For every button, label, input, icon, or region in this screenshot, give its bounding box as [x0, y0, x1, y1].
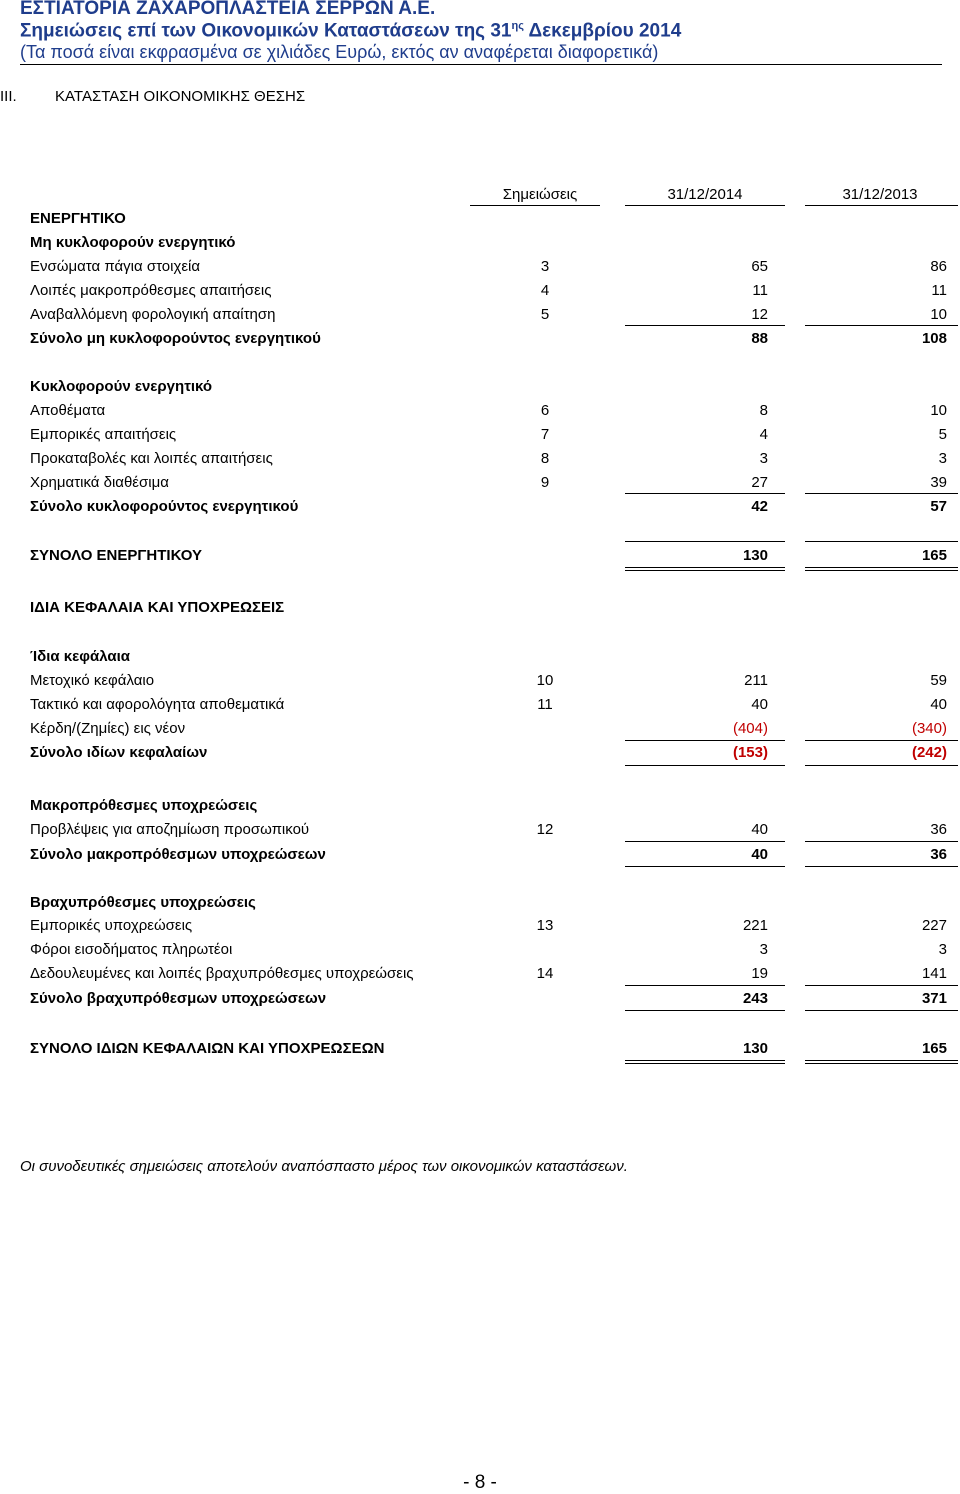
subtotal-line: [805, 1010, 958, 1011]
subtotal-line: [625, 765, 785, 766]
row-value-2014: 211: [744, 672, 768, 689]
subtotal-line: [625, 841, 785, 842]
row-label: Αναβαλλόμενη φορολογική απαίτηση: [30, 306, 276, 323]
statement-row: [0, 647, 960, 667]
statement-row: [0, 1039, 960, 1059]
col-2014-underline: [625, 205, 785, 206]
row-note: 6: [540, 402, 550, 419]
row-label: Αποθέματα: [30, 402, 106, 419]
page-number: - 8 -: [463, 1472, 497, 1493]
row-label: ΕΝΕΡΓΗΤΙΚΟ: [30, 210, 126, 227]
row-value-2013: 36: [930, 846, 947, 863]
row-label: Σύνολο κυκλοφορούντος ενεργητικού: [30, 498, 299, 515]
subtotal-line: [805, 740, 958, 741]
row-note: 7: [540, 426, 550, 443]
row-value-2014: 3: [759, 450, 768, 467]
statement-row: [0, 233, 960, 253]
row-note: 11: [537, 696, 553, 713]
double-total-line: [805, 1060, 958, 1064]
section-title-text: ΚΑΤΑΣΤΑΣΗ ΟΙΚΟΝΟΜΙΚΗΣ ΘΕΣΗΣ: [55, 88, 306, 105]
row-value-2014: 243: [742, 990, 768, 1007]
notes-title: [20, 20, 681, 42]
row-value-2013: 371: [921, 990, 947, 1007]
row-label: Σύνολο βραχυπρόθεσμων υποχρεώσεων: [30, 990, 327, 1007]
row-label: Λοιπές μακροπρόθεσμες απαιτήσεις: [30, 282, 272, 299]
subtotal-line: [625, 493, 785, 494]
statement-row: [0, 425, 960, 445]
statement-row: [0, 449, 960, 469]
statement-row: [0, 281, 960, 301]
column-header-row: [0, 185, 960, 205]
statement-row: [0, 497, 960, 517]
statement-row: [0, 719, 960, 739]
row-note: 13: [536, 917, 554, 934]
subtotal-line: [625, 325, 785, 326]
subtotal-line: [805, 325, 958, 326]
row-value-2013: 141: [921, 965, 947, 982]
row-label: Σύνολο μη κυκλοφορούντος ενεργητικού: [30, 330, 321, 347]
row-value-2013: 108: [921, 330, 947, 347]
row-value-2014: 42: [751, 498, 768, 515]
statement-row: [0, 546, 960, 566]
row-note: 12: [536, 821, 554, 838]
statement-row: [0, 940, 960, 960]
row-label: Δεδουλευμένες και λοιπές βραχυπρόθεσμες υποχρεώσεις: [30, 965, 414, 982]
row-note: 8: [540, 450, 550, 467]
row-value-2013: 10: [930, 402, 947, 419]
row-value-2014: 88: [751, 330, 768, 347]
col-2013: 31/12/2013: [842, 186, 918, 203]
row-note: 3: [540, 258, 550, 275]
row-label: Σύνολο ιδίων κεφαλαίων: [30, 744, 208, 761]
statement-row: [0, 305, 960, 325]
row-label: ΙΔΙΑ ΚΕΦΑΛΑΙΑ ΚΑΙ ΥΠΟΧΡΕΩΣΕΙΣ: [30, 599, 285, 616]
row-value-2014: (153): [732, 744, 768, 761]
section-number: III.: [0, 88, 17, 105]
double-total-line: [625, 1060, 785, 1064]
statement-row: [0, 695, 960, 715]
row-value-2014: 3: [759, 941, 768, 958]
statement-row: [0, 796, 960, 816]
company-name: ΕΣΤΙΑΤΟΡΙΑ ΖΑΧΑΡΟΠΛΑΣΤΕΙΑ ΣΕΡΡΩΝ Α.Ε.: [20, 0, 436, 19]
row-label: Σύνολο μακροπρόθεσμων υποχρεώσεων: [30, 846, 326, 863]
row-value-2013: 5: [938, 426, 947, 443]
row-value-2014: 65: [751, 258, 768, 275]
row-value-2013: 11: [931, 282, 947, 299]
row-value-2013: 39: [930, 474, 947, 491]
row-label: Τακτικό και αφορολόγητα αποθεματικά: [30, 696, 285, 713]
row-value-2014: 8: [759, 402, 768, 419]
row-value-2013: 165: [921, 547, 947, 564]
row-value-2014: 130: [742, 547, 768, 564]
row-value-2014: 221: [742, 917, 768, 934]
row-label: Κέρδη/(Ζημίες) εις νέον: [30, 720, 186, 737]
statement-row: [0, 257, 960, 277]
row-value-2014: 27: [751, 474, 768, 491]
notes-title-pre: Σημειώσεις επί των Οικονομικών Καταστάσεων της 31: [20, 20, 512, 42]
notes-title-sup: ης: [511, 20, 524, 32]
row-value-2013: 165: [921, 1040, 947, 1057]
row-note: 4: [540, 282, 550, 299]
total-line: [805, 541, 958, 542]
row-label: Φόροι εισοδήματος πληρωτέοι: [30, 941, 233, 958]
row-value-2013: (340): [911, 720, 947, 737]
total-line: [625, 541, 785, 542]
statement-row: [0, 845, 960, 865]
statement-row: [0, 743, 960, 763]
row-label: Μετοχικό κεφάλαιο: [30, 672, 155, 689]
subtotal-line: [805, 866, 958, 867]
col-notes-underline: [470, 205, 600, 206]
row-label: Χρηματικά διαθέσιμα: [30, 474, 169, 491]
statement-row: [0, 671, 960, 691]
statement-row: [0, 598, 960, 618]
row-value-2014: 40: [751, 821, 768, 838]
row-label: ΣΥΝΟΛΟ ΙΔΙΩΝ ΚΕΦΑΛΑΙΩΝ ΚΑΙ ΥΠΟΧΡΕΩΣΕΩΝ: [30, 1040, 385, 1057]
row-value-2014: 40: [751, 696, 768, 713]
row-value-2013: 36: [930, 821, 947, 838]
subtotal-line: [625, 740, 785, 741]
row-value-2013: 86: [930, 258, 947, 275]
row-value-2014: 11: [752, 282, 768, 299]
statement-row: [0, 209, 960, 229]
row-note: 9: [540, 474, 550, 491]
row-value-2013: 3: [938, 941, 947, 958]
footer-note: Οι συνοδευτικές σημειώσεις αποτελούν αναπόσπαστο μέρος των οικονομικών καταστάσεων.: [20, 1158, 628, 1175]
subtotal-line: [805, 493, 958, 494]
row-label: Ενσώματα πάγια στοιχεία: [30, 258, 201, 275]
row-value-2014: 40: [751, 846, 768, 863]
row-label: Μακροπρόθεσμες υποχρεώσεις: [30, 797, 258, 814]
col-2013-underline: [805, 205, 958, 206]
row-label: Προκαταβολές και λοιπές απαιτήσεις: [30, 450, 273, 467]
header-divider: [20, 64, 942, 65]
notes-title-post: Δεκεμβρίου 2014: [523, 20, 682, 42]
row-value-2013: 57: [930, 498, 947, 515]
statement-row: [0, 989, 960, 1009]
double-total-line: [805, 567, 958, 571]
col-notes: Σημειώσεις: [502, 186, 578, 203]
row-label: ΣΥΝΟΛΟ ΕΝΕΡΓΗΤΙΚΟΥ: [30, 547, 202, 564]
row-note: 5: [540, 306, 550, 323]
statement-row: [0, 377, 960, 397]
subtotal-line: [805, 765, 958, 766]
row-value-2013: 10: [930, 306, 947, 323]
row-label: Ίδια κεφάλαια: [30, 648, 130, 665]
row-value-2013: 227: [921, 917, 947, 934]
statement-row: [0, 916, 960, 936]
statement-row: [0, 473, 960, 493]
statement-row: [0, 401, 960, 421]
subtotal-line: [805, 841, 958, 842]
col-2014: 31/12/2014: [667, 186, 743, 203]
statement-row: [0, 329, 960, 349]
row-value-2013: 3: [938, 450, 947, 467]
row-value-2014: 12: [751, 306, 768, 323]
statement-row: [0, 964, 960, 984]
row-value-2014: 4: [759, 426, 768, 443]
row-note: 10: [536, 672, 554, 689]
row-value-2013: 59: [930, 672, 947, 689]
row-label: Προβλέψεις για αποζημίωση προσωπικού: [30, 821, 310, 838]
subtotal-line: [805, 985, 958, 986]
statement-row: [0, 820, 960, 840]
row-label: Βραχυπρόθεσμες υποχρεώσεις: [30, 894, 256, 911]
row-label: Μη κυκλοφορούν ενεργητικό: [30, 234, 236, 251]
row-label: Εμπορικές απαιτήσεις: [30, 426, 177, 443]
subtotal-line: [625, 985, 785, 986]
currency-note: (Τα ποσά είναι εκφρασμένα σε χιλιάδες Ευρώ, εκτός αν αναφέρεται διαφορετικά): [20, 42, 659, 62]
row-note: 14: [536, 965, 554, 982]
row-value-2014: 130: [742, 1040, 768, 1057]
subtotal-line: [625, 866, 785, 867]
row-label: Κυκλοφορούν ενεργητικό: [30, 378, 213, 395]
row-label: Εμπορικές υποχρεώσεις: [30, 917, 193, 934]
statement-row: [0, 893, 960, 913]
row-value-2013: (242): [911, 744, 947, 761]
row-value-2014: (404): [732, 720, 768, 737]
double-total-line: [625, 567, 785, 571]
row-value-2013: 40: [930, 696, 947, 713]
subtotal-line: [625, 1010, 785, 1011]
row-value-2014: 19: [751, 965, 768, 982]
